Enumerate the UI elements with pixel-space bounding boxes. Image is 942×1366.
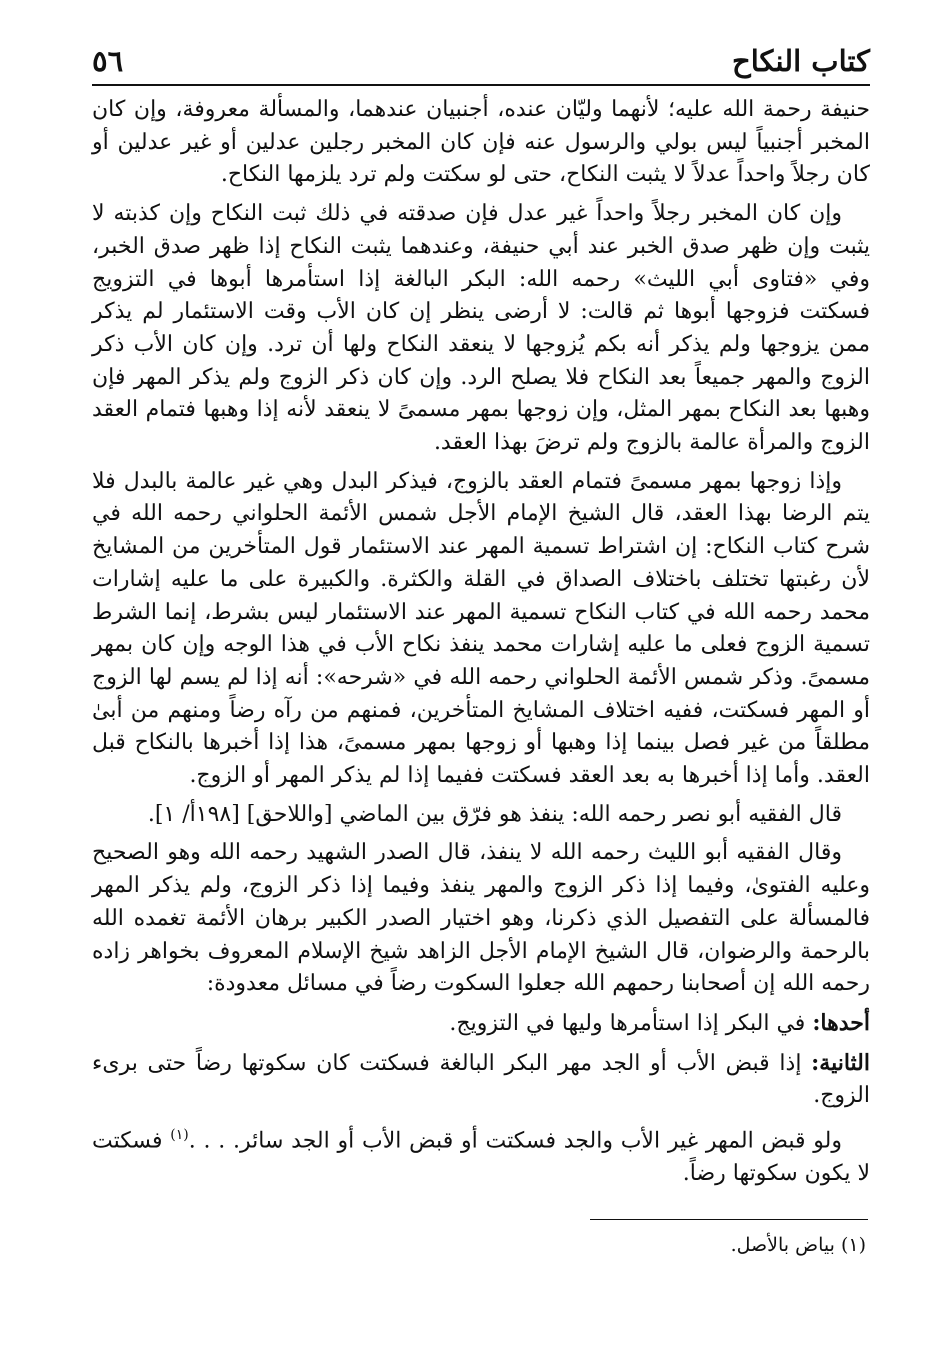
page-header (92, 28, 870, 76)
chapter-title: كتاب النكاح (731, 44, 870, 78)
item-text: في البكر إذا استأمرها وليها في التزويج. (449, 1010, 813, 1036)
paragraph (92, 1119, 870, 1191)
paragraph-tail: فسكتت لا يكون سكوتها رضاً. (92, 1128, 870, 1187)
footnote-rule (590, 1219, 868, 1220)
paragraph-text: ولو قبض المهر غير الأب والجد فسكتت أو قبض الأب أو الجد سائر. . . . (188, 1128, 842, 1154)
header-rule (92, 84, 870, 86)
paragraph: وإذا زوجها بمهر مسمىً فتمام العقد بالزوج، فيذكر البدل وهي غير عالمة بالبدل فلا يتم الرضا بهذا العقد، قال الشيخ الإمام الأجل شمس الأئمة الحلواني رحمه الله في شرح كتاب النكاح: إن اشتراط تسمية المهر عند الاستئمار قول المتأخرين من المشايخ لأن رغبتها تختلف باختلاف الصداق في القلة والكثرة. والكبيرة على ما عليه إشارات محمد رحمه الله في كتاب النكاح تسمية المهر عند الاستئمار ليس بشرط، إنما الشرط تسمية الزوج فعلى ما عليه إشارات محمد ينفذ نكاح الأب في هذا الوجه وإن كان بمهر مسمىً. وذكر شمس الأئمة الحلواني رحمه الله في «شرحه»: أنه إذا لم يسم لها الزوج أو المهر فسكتت، ففيه اختلاف المشايخ المتأخرين، فمنهم من رآه رضاً ومنهم من أبىٰ مطلقاً من غير فصل بينما إذا وهبها أو زوجها بمهر مسمىً، هذا إذا أخبرها بالنكاح قبل العقد. وأما إذا أخبرها به بعد العقد فسكتت ففيما إذا لم يذكر المهر أو الزوج. (92, 468, 870, 789)
paragraph: وقال الفقيه أبو الليث رحمه الله لا ينفذ، قال الصدر الشهيد رحمه الله وهو الصحيح وعليه الفتوىٰ، وفيما إذا ذكر الزوج والمهر ينفذ وفيما إذا ذكر الزوج، ولم يذكر المهر فالمسألة على التفصيل الذي ذكرنا، وهو اختيار الصدر الكبير برهان الأئمة تغمده الله بالرحمة والرضوان، قال الشيخ الإمام الأجل الزاهد شيخ الإسلام المعروف بخواهر زاده رحمه الله إن أصحابنا رحمهم الله جعلوا السكوت رضاً في مسائل معدودة: (92, 840, 870, 997)
item-label: الثانية: (811, 1049, 870, 1076)
paragraph: حنيفة رحمة الله عليه؛ لأنهما وليّان عنده، أجنبيان عندهما، والمسألة معروفة، وإن كان المخبر أجنبياً ليس بولي والرسول عنه فإن كان المخبر رجلين عدلين أو غير عدلين أو كان رجلاً واحداً عدلاً لا يثبت النكاح، حتى لو سكتت ولم ترد يلزمها النكاح. (92, 97, 870, 188)
paragraph: وإن كان المخبر رجلاً واحداً غير عدل فإن صدقته في ذلك ثبت النكاح وإن كذبته لا يثبت وإن ظهر صدق الخبر عند أبي حنيفة، وعندهما يثبت النكاح إذا ظهر صدق الخبر، وفي «فتاوى أبي الليث» رحمه الله: البكر البالغة إذا استأمرها أبوها في التزويج فسكتت فزوجها أبوها ثم قالت: لا أرضى ينظر إن كان الأب وقت الاستئمار لم يذكر ممن يزوجها ولم يذكر أنه بكم يُزوجها لا ينعقد النكاح ولها أن ترد. وإن كان الأب ذكر الزوج والمهر جميعاً بعد النكاح فلا يصلح الرد. وإن كان ذكر الزوج ولم يذكر المهر فإن وهبها بعد النكاح بمهر المثل، وإن زوجها بمهر مسمىً لا ينعقد لأنه إذا وهبها فتمام العقد الزوج والمرأة عالمة بالزوج ولم ترضَ بهذا العقد. (92, 201, 870, 456)
page-number: ٥٦ (92, 44, 124, 78)
paragraph (92, 1007, 870, 1041)
item-text: إذا قبض الأب أو الجد مهر البكر البالغة فسكتت كان سكوتها رضاً حتى برىء الزوج. (92, 1050, 870, 1109)
paragraph: قال الفقيه أبو نصر رحمه الله: ينفذ هو فرّق بين الماضي [واللاحق] [١٩٨أ/ ١]. (147, 801, 842, 827)
body-text (92, 94, 870, 1191)
item-label: أحدها: (812, 1009, 870, 1036)
footnote-ref: (١) (170, 1127, 189, 1144)
footnote: (١) بياض بالأصل. (730, 1233, 866, 1256)
paragraph (92, 1047, 870, 1113)
